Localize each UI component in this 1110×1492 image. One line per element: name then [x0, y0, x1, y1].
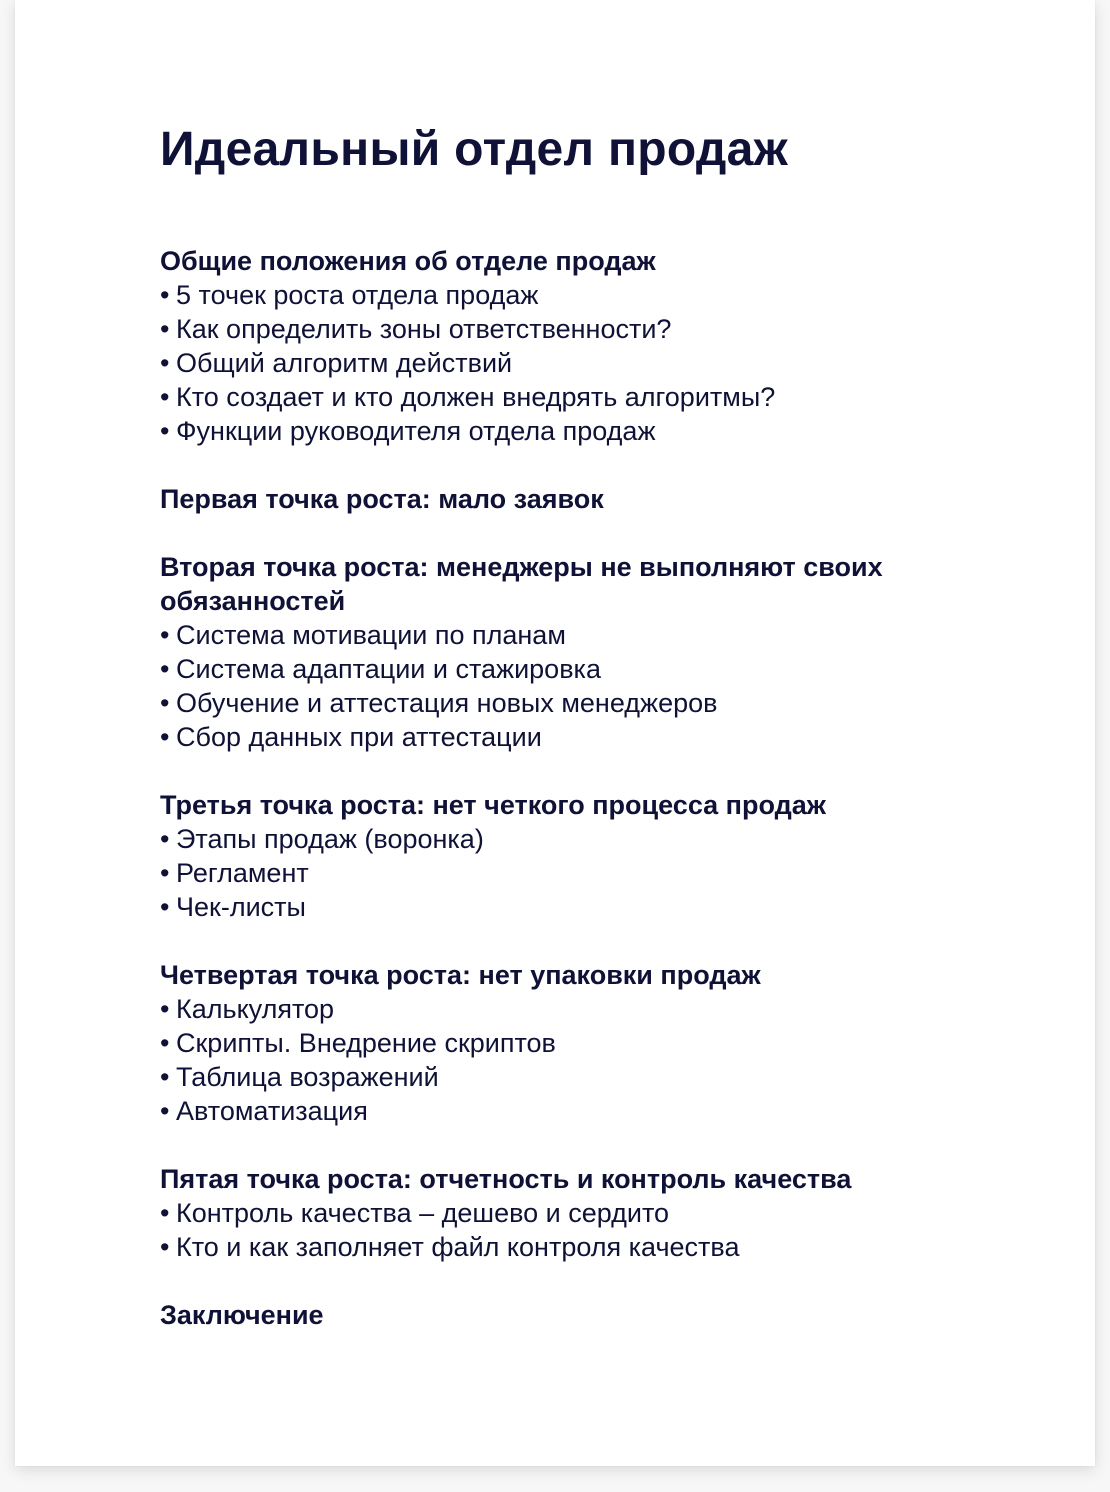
section-heading: Вторая точка роста: менеджеры не выполняют своих обязанностей — [160, 552, 883, 616]
list-item-text: Этапы продаж (воронка) — [176, 824, 484, 854]
list-item — [160, 890, 1060, 924]
list-item-text: Общий алгоритм действий — [176, 348, 513, 378]
list-item — [160, 822, 1060, 856]
list-item — [160, 1230, 1060, 1264]
section-heading: Пятая точка роста: отчетность и контроль качества — [160, 1164, 852, 1194]
bullet-icon: • — [160, 382, 170, 412]
bullet-icon: • — [160, 314, 170, 344]
section-heading: Четвертая точка роста: нет упаковки продаж — [160, 960, 761, 990]
bullet-icon: • — [160, 416, 170, 446]
list-item — [160, 312, 1060, 346]
list-item-text: Обучение и аттестация новых менеджеров — [176, 688, 718, 718]
list-item — [160, 618, 1060, 652]
bullet-icon: • — [160, 688, 170, 718]
list-item — [160, 652, 1060, 686]
bullet-icon: • — [160, 280, 170, 310]
bullet-icon: • — [160, 824, 170, 854]
toc-section — [160, 1162, 1060, 1264]
list-item — [160, 346, 1060, 380]
bullet-icon: • — [160, 620, 170, 650]
bullet-icon: • — [160, 1232, 170, 1262]
list-item-text: Кто создает и кто должен внедрять алгоритмы? — [176, 382, 776, 412]
list-item-text: Таблица возражений — [176, 1062, 439, 1092]
list-item-text: 5 точек роста отдела продаж — [176, 280, 539, 310]
list-item-text: Сбор данных при аттестации — [176, 722, 542, 752]
list-item-text: Автоматизация — [176, 1096, 368, 1126]
bullet-icon: • — [160, 1198, 170, 1228]
list-item-text: Контроль качества – дешево и сердито — [176, 1198, 670, 1228]
list-item — [160, 856, 1060, 890]
bullet-icon: • — [160, 654, 170, 684]
list-item — [160, 686, 1060, 720]
section-item-list — [160, 1196, 1060, 1264]
bullet-icon: • — [160, 348, 170, 378]
toc-section — [160, 958, 1060, 1128]
list-item-text: Система адаптации и стажировка — [176, 654, 601, 684]
toc-section — [160, 788, 1060, 924]
bullet-icon: • — [160, 1028, 170, 1058]
toc-section — [160, 1298, 1060, 1332]
list-item — [160, 1196, 1060, 1230]
list-item-text: Система мотивации по планам — [176, 620, 566, 650]
table-of-contents — [160, 244, 1060, 1332]
section-heading: Третья точка роста: нет четкого процесса продаж — [160, 790, 826, 820]
list-item — [160, 1060, 1060, 1094]
bullet-icon: • — [160, 994, 170, 1024]
toc-section — [160, 550, 1060, 754]
list-item — [160, 1094, 1060, 1128]
section-item-list — [160, 618, 1060, 754]
list-item-text: Функции руководителя отдела продаж — [176, 416, 656, 446]
list-item — [160, 278, 1060, 312]
list-item — [160, 720, 1060, 754]
toc-section — [160, 482, 1060, 516]
document-title: Идеальный отдел продаж — [160, 123, 788, 176]
list-item — [160, 992, 1060, 1026]
list-item-text: Кто и как заполняет файл контроля качества — [176, 1232, 740, 1262]
bullet-icon: • — [160, 1062, 170, 1092]
document-content — [160, 118, 1060, 1366]
bullet-icon: • — [160, 1096, 170, 1126]
list-item-text: Скрипты. Внедрение скриптов — [176, 1028, 556, 1058]
bullet-icon: • — [160, 858, 170, 888]
section-heading: Заключение — [160, 1300, 324, 1330]
list-item-text: Калькулятор — [176, 994, 335, 1024]
bullet-icon: • — [160, 892, 170, 922]
toc-section — [160, 244, 1060, 448]
bullet-icon: • — [160, 722, 170, 752]
list-item-text: Регламент — [176, 858, 309, 888]
section-heading: Общие положения об отделе продаж — [160, 246, 656, 276]
list-item-text: Как определить зоны ответственности? — [176, 314, 672, 344]
list-item — [160, 380, 1060, 414]
list-item-text: Чек-листы — [176, 892, 306, 922]
document-page — [15, 0, 1095, 1466]
list-item — [160, 414, 1060, 448]
section-item-list — [160, 992, 1060, 1128]
section-heading: Первая точка роста: мало заявок — [160, 484, 604, 514]
section-item-list — [160, 822, 1060, 924]
section-item-list — [160, 278, 1060, 448]
list-item — [160, 1026, 1060, 1060]
